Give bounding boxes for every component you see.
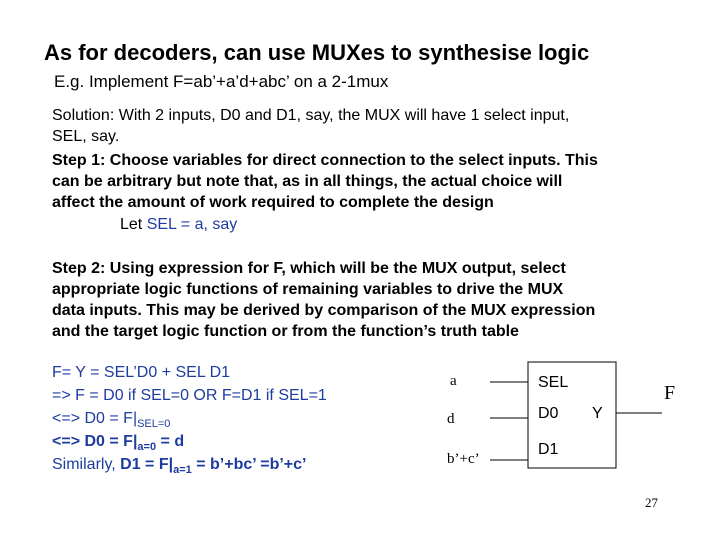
- solution-line-1: Solution: With 2 inputs, D0 and D1, say, the MUX will have 1 select input,: [52, 107, 570, 124]
- mux-output-label: F: [664, 382, 676, 404]
- equation-5-tail: = b’+bc’ =b’+c’: [191, 456, 307, 473]
- equation-3-sub: SEL=0: [137, 418, 171, 431]
- equation-4-main: <=> D0 = F|: [52, 433, 138, 450]
- step2-line-3: data inputs. This may be derived by comparison of the MUX expression: [52, 302, 596, 319]
- equation-5-prefix: Similarly,: [52, 456, 121, 473]
- input-a-label: a: [450, 373, 457, 389]
- example-line: E.g. Implement F=ab’+a’d+abc’ on a 2-1mux: [54, 72, 389, 91]
- let-sel-text: SEL = a, say: [146, 216, 238, 233]
- equation-5-d1: D1 = F|: [120, 456, 174, 473]
- equation-2: => F = D0 if SEL=0 OR F=D1 if SEL=1: [52, 387, 327, 404]
- equation-5-sub: a=1: [173, 464, 192, 477]
- mux-d1-label: D1: [538, 441, 559, 458]
- mux-sel-label: SEL: [538, 374, 569, 391]
- equation-4-tail: = d: [156, 433, 185, 450]
- step1-line-1: Step 1: Choose variables for direct connection to the select inputs. This: [52, 152, 598, 169]
- equation-3-main: <=> D0 = F|: [52, 410, 138, 427]
- input-d-label: d: [447, 411, 455, 427]
- equation-1: F= Y = SEL’D0 + SEL D1: [52, 364, 231, 381]
- equation-4-sub: a=0: [137, 441, 157, 454]
- mux-d0-label: D0: [538, 405, 559, 422]
- let-prefix: Let: [120, 216, 147, 233]
- input-bc-label: b’+c’: [447, 451, 480, 467]
- page-number: 27: [645, 495, 658, 510]
- solution-line-2: SEL, say.: [52, 128, 120, 145]
- step2-line-4: and the target logic function or from the function’s truth table: [52, 323, 519, 340]
- slide-title: As for decoders, can use MUXes to synthesise logic: [44, 40, 590, 65]
- step2-line-1: Step 2: Using expression for F, which will be the MUX output, select: [52, 260, 566, 277]
- mux-y-label: Y: [592, 405, 603, 422]
- step1-line-3: affect the amount of work required to complete the design: [52, 194, 494, 211]
- step1-line-2: can be arbitrary but note that, as in all things, the actual choice will: [52, 173, 563, 190]
- step2-line-2: appropriate logic functions of remaining variables to drive the MUX: [52, 281, 564, 298]
